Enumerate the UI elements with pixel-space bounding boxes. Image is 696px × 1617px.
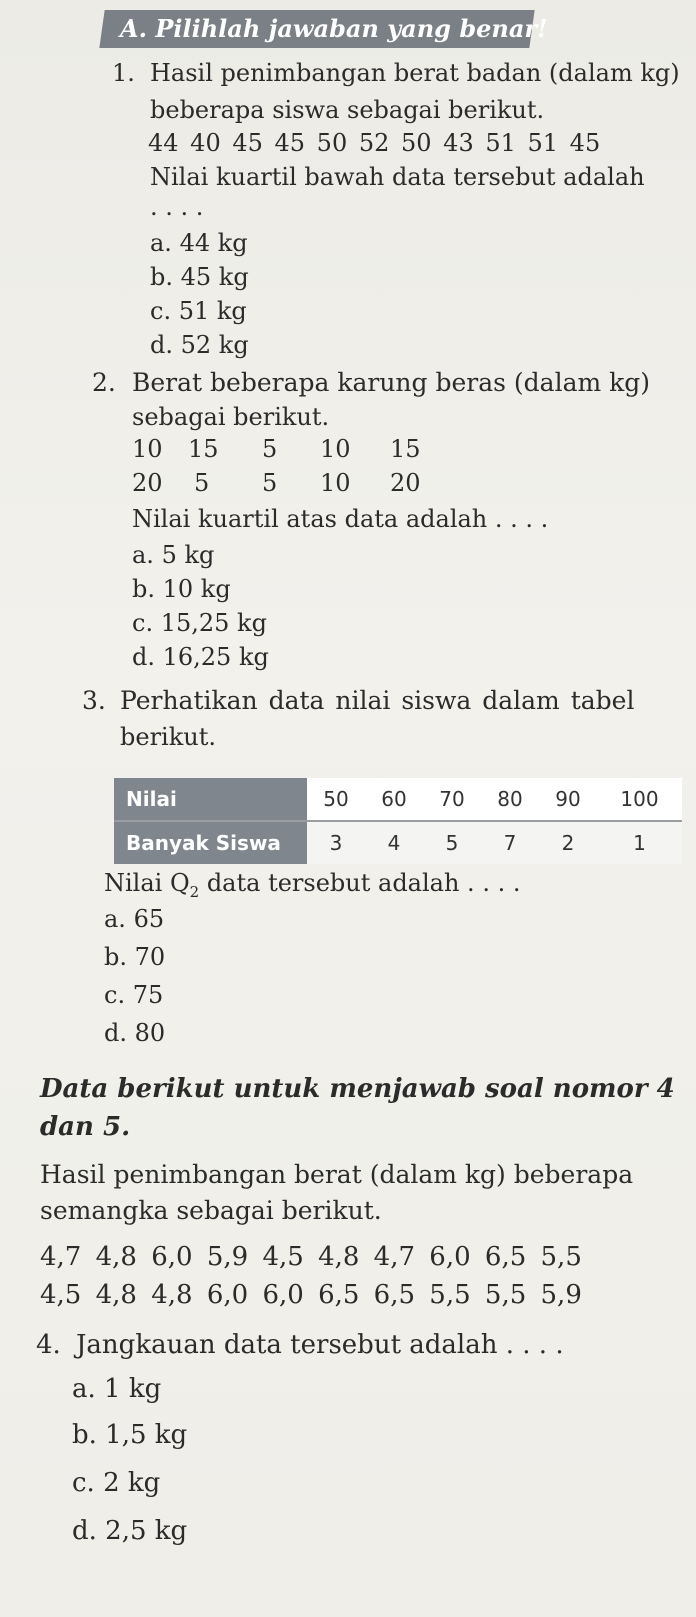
q1-option-a[interactable]: a. 44 kg <box>150 229 248 257</box>
intro-data-line2: 4,5 4,8 4,8 6,0 6,0 6,5 6,5 5,5 5,5 5,9 <box>40 1280 582 1310</box>
q3-question-suffix: data tersebut adalah . . . . <box>199 869 521 897</box>
table-cell: 7 <box>481 821 539 864</box>
section-header <box>99 10 548 48</box>
q2-cell: 10 <box>320 435 351 463</box>
intro-line2: dan 5. <box>40 1112 131 1142</box>
table-header-nilai: Nilai <box>114 778 307 821</box>
q2-option-d[interactable]: d. 16,25 kg <box>132 643 269 671</box>
intro-data-line1: 4,7 4,8 6,0 5,9 4,5 4,8 4,7 6,0 6,5 5,5 <box>40 1242 582 1272</box>
q4-number: 4. <box>36 1330 61 1360</box>
intro-line1: Data berikut untuk menjawab soal nomor 4 <box>40 1074 675 1104</box>
q1-question-line2: . . . . <box>150 193 204 221</box>
q2-text-line2: sebagai berikut. <box>132 403 330 431</box>
q1-data: 44 40 45 45 50 52 50 43 51 51 45 <box>148 129 601 157</box>
q3-option-d[interactable]: d. 80 <box>104 1019 166 1047</box>
q2-option-c[interactable]: c. 15,25 kg <box>132 609 267 637</box>
table-cell: 5 <box>423 821 481 864</box>
table-cell: 90 <box>539 778 597 821</box>
q1-option-d[interactable]: d. 52 kg <box>150 331 249 359</box>
q3-text-line2: berikut. <box>120 723 216 751</box>
q2-cell: 20 <box>132 469 163 497</box>
table-cell: 60 <box>365 778 423 821</box>
q3-option-a[interactable]: a. 65 <box>104 905 165 933</box>
q2-number: 2. <box>92 368 116 397</box>
table-cell: 80 <box>481 778 539 821</box>
q4-option-d[interactable]: d. 2,5 kg <box>72 1516 188 1546</box>
q1-text-line2: beberapa siswa sebagai berikut. <box>150 96 545 124</box>
table-cell: 2 <box>539 821 597 864</box>
table-row <box>114 778 682 821</box>
q3-number: 3. <box>82 686 106 715</box>
q2-cell: 20 <box>390 469 421 497</box>
q2-cell: 5 <box>262 435 278 463</box>
table-header-banyak-siswa: Banyak Siswa <box>114 821 307 864</box>
q3-text-line1: Perhatikan data nilai siswa dalam tabel <box>120 686 635 715</box>
q1-text-line1: Hasil penimbangan berat badan (dalam kg) <box>150 59 680 87</box>
q3-option-c[interactable]: c. 75 <box>104 981 164 1009</box>
q2-cell: 10 <box>132 435 163 463</box>
q2-cell: 15 <box>390 435 421 463</box>
q1-option-c[interactable]: c. 51 kg <box>150 297 247 325</box>
q2-question: Nilai kuartil atas data adalah . . . . <box>132 505 549 533</box>
intro-text-line2: semangka sebagai berikut. <box>40 1196 382 1225</box>
q2-option-b[interactable]: b. 10 kg <box>132 575 231 603</box>
q4-option-c[interactable]: c. 2 kg <box>72 1468 161 1498</box>
table-row <box>114 821 682 864</box>
table-cell: 70 <box>423 778 481 821</box>
section-title: A. Pilihlah jawaban yang benar! <box>120 14 548 43</box>
q4-option-a[interactable]: a. 1 kg <box>72 1374 162 1404</box>
q2-option-a[interactable]: a. 5 kg <box>132 541 215 569</box>
q1-option-b[interactable]: b. 45 kg <box>150 263 249 291</box>
q2-cell: 15 <box>188 435 219 463</box>
table-cell: 100 <box>597 778 682 821</box>
q4-option-b[interactable]: b. 1,5 kg <box>72 1420 188 1450</box>
q1-number: 1. <box>112 59 135 87</box>
q3-question-prefix: Nilai Q <box>104 869 190 897</box>
q3-question <box>104 868 520 907</box>
q1-question-line1: Nilai kuartil bawah data tersebut adalah <box>150 163 645 191</box>
q3-question-sub: 2 <box>189 882 200 901</box>
q2-cell: 10 <box>320 469 351 497</box>
intro-text-line1: Hasil penimbangan berat (dalam kg) beberapa <box>40 1160 634 1189</box>
q2-cell: 5 <box>194 469 210 497</box>
q2-cell: 5 <box>262 469 278 497</box>
q3-option-b[interactable]: b. 70 <box>104 943 166 971</box>
table-cell: 4 <box>365 821 423 864</box>
q4-question: Jangkauan data tersebut adalah . . . . <box>76 1330 564 1360</box>
table-cell: 3 <box>307 821 365 864</box>
table-cell: 50 <box>307 778 365 821</box>
q2-text-line1: Berat beberapa karung beras (dalam kg) <box>132 368 651 397</box>
q3-data-table <box>114 778 682 864</box>
table-cell: 1 <box>597 821 682 864</box>
